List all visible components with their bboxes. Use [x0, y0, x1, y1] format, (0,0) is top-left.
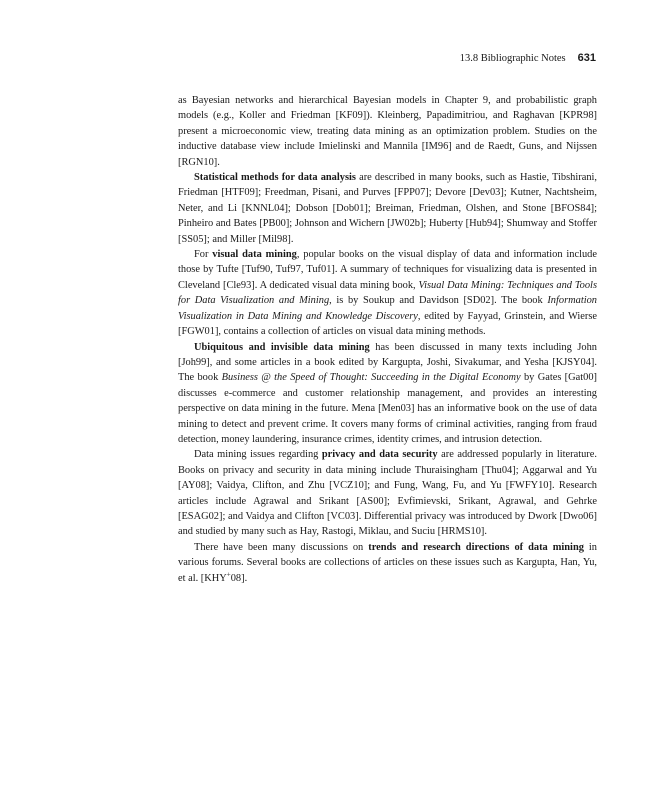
text-span: are described in many books, such as Hastie, Tibshirani, Friedman [HTF09]; Freedman, Pisani, and Purves [FPP07]; Devore [Dev03]; Kutner, Nachtsheim, Neter, and Li [KNNL04]; Dobson [Dob01]; Breiman, Friedman, Olshen, and Stone [BFOS84]; Pinheiro and Bates [PB00]; Johnson and Wichern [JW02b]; Huberty [Hub94]; Shumway and Stoffer [SS05]; and Miller [Mil98]. [178, 172, 597, 245]
superscript: + [226, 570, 231, 579]
paragraph-visual-data-mining [178, 247, 597, 339]
text-span: as Bayesian networks and hierarchical Bayesian models in Chapter 9, and probabilistic graph models (e.g., Koller and Friedman [KF09]). Kleinberg, Papadimitriou, and Raghavan [KPR98] present a microeconomic view, treating data mining as an optimization problem. Studies on the inductive database view include Imielinski and Mannila [IM96] and de Raedt, Guns, and Nijssen [RGN10]. [178, 95, 597, 168]
text-span: has been discussed in many texts including John [Joh99], and some articles in a book edited by Kargupta, Joshi, Sivakumar, and Yesha [KJSY04]. The book [178, 341, 597, 384]
page-number: 631 [577, 52, 596, 64]
paragraph-statistical-methods [178, 170, 597, 247]
text-span: Data mining issues regarding [194, 449, 322, 461]
text-span: There have been many discussions on [194, 541, 369, 553]
italic-title: Information Visualization in Data Mining and Knowledge Discovery [178, 295, 597, 322]
text-span: , popular books on the visual display of data and information include those by Tufte [Tuf90, Tuf97, Tuf01]. A summary of techniques for visualizing data is presented in Cleveland [Cle93]. A dedicated visual data mining book, [178, 249, 597, 291]
paragraph-ubiquitous-data-mining [178, 340, 597, 448]
paragraph-continuation [178, 93, 597, 170]
italic-title: Business @ the Speed of Thought: Succeeding in the Digital Economy [221, 372, 521, 384]
text-span: in various forums. Several books are collections of articles on these issues such as Kargupta, Han, Yu, et al. [KHY [178, 541, 597, 584]
text-span: 08]. [230, 572, 248, 584]
text-span: are addressed popularly in literature. Books on privacy and security in data mining include Thuraisingham [Thu04]; Aggarwal and Yu [AY08]; Vaidya, Clifton, and Zhu [VCZ10]; and Fung, Wang, Fu, and Yu [FWFY10]. Research articles include Agrawal and Srikant [AS00]; Evfimievski, Srikant, Agrawal, and Gehrke [ESAG02]; and Vaidya and Clifton [VC03]. Differential privacy was introduced by Dwork [Dwo06] and studied by many such as Hay, Rastogi, Miklau, and Suciu [HRMS10]. [178, 449, 597, 538]
bold-term: trends and research directions of data mining [368, 541, 584, 553]
text-span: by Gates [Gat00] discusses e-commerce and customer relationship management, and provides an interesting perspective on data mining in the future. Mena [Men03] has an informative book on the use of data mining to detect and prevent crime. It covers many forms of criminal activities, ranging from fraud detection, money laundering, insurance crimes, identity crimes, and intrusion detection. [178, 372, 597, 445]
bold-term: visual data mining [212, 249, 297, 261]
paragraph-trends-research [178, 540, 597, 586]
text-span: For [194, 249, 213, 261]
running-head [0, 51, 596, 66]
bold-term: Statistical methods for data analysis [194, 172, 356, 184]
italic-title: Visual Data Mining: Techniques and Tools for Data Visualization and Mining [178, 279, 597, 307]
body-text [178, 93, 597, 586]
text-span: , edited by Fayyad, Grinstein, and Wierse [FGW01], contains a collection of articles on visual data mining methods. [178, 310, 597, 338]
bold-term: Ubiquitous and invisible data mining [194, 341, 370, 353]
paragraph-privacy-security [178, 447, 597, 539]
text-span: , is by Soukup and Davidson [SD02]. The book [329, 295, 548, 307]
section-title: 13.8 Bibliographic Notes [459, 53, 566, 64]
bold-term: privacy and data security [321, 449, 438, 461]
